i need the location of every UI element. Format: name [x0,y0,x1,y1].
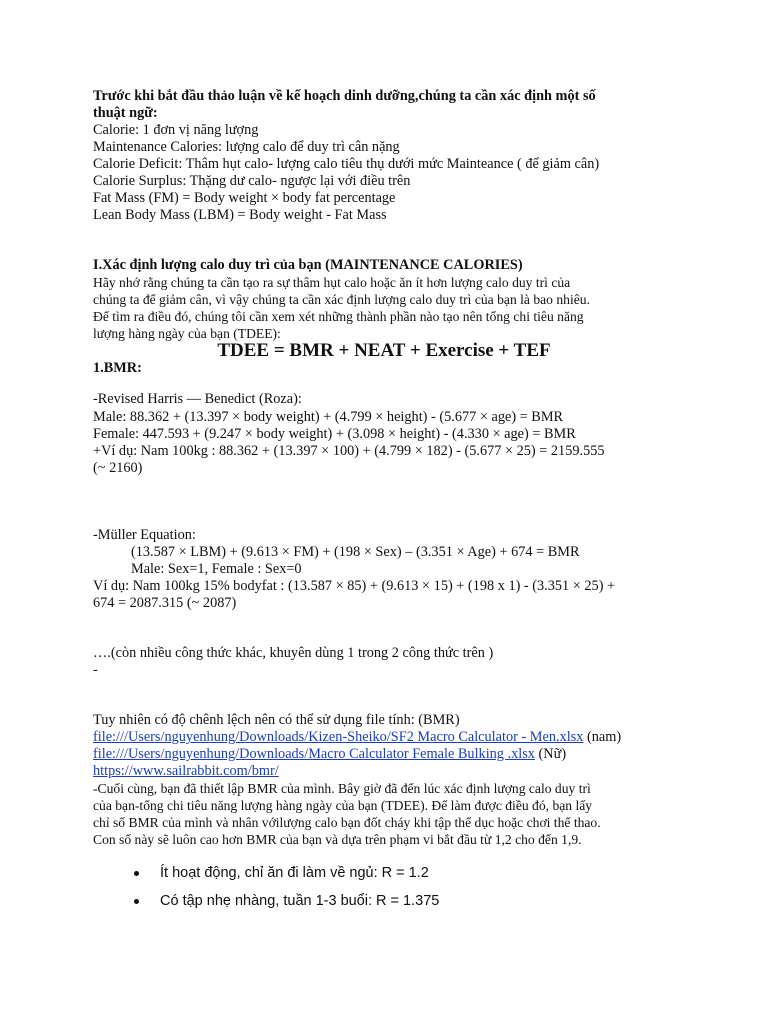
tdee-para-line-2: của bạn-tổng chi tiêu năng lượng hàng ngày của bạn (TDEE). Để làm được điều đó, bạn lấy [93,798,593,813]
harris-example-line-2: (~ 2160) [93,460,143,476]
macro-calculator-men-link[interactable]: file:///Users/nguyenhung/Downloads/Kizen-Sheiko/SF2 Macro Calculator - Men.xlsx [93,729,584,745]
term-fat-mass: Fat Mass (FM) = Body weight × body fat percentage [93,190,396,206]
muller-sex: Male: Sex=1, Female : Sex=0 [131,561,302,577]
term-deficit: Calorie Deficit: Thâm hụt calo- lượng calo tiêu thụ dưới mức Mainteance ( để giảm cân) [93,156,600,172]
files-intro: Tuy nhiên có độ chênh lệch nên có thể sử dụng file tính: (BMR) [93,712,460,728]
muller-example-line-2: 674 = 2087.315 (~ 2087) [93,595,237,611]
term-surplus: Calorie Surplus: Thặng dư calo- ngược lại với điều trên [93,173,411,189]
file-link-row-2 [93,746,566,763]
section-1-para-line-4: lượng hàng ngày của bạn (TDEE): [93,326,281,341]
section-1-para-line-3: Để tìm ra điều đó, chúng tôi cần xem xét những thành phần nào tạo nên tổng chi tiêu năng [93,309,584,324]
sailrabbit-bmr-link[interactable]: https://www.sailrabbit.com/bmr/ [93,763,279,779]
harris-title: -Revised Harris — Benedict (Roza): [93,391,302,407]
term-calorie: Calorie: 1 đơn vị năng lượng [93,122,259,138]
file-link-row-3 [93,763,279,780]
intro-heading-line-2: thuật ngữ: [93,105,158,121]
more-dash: - [93,662,98,678]
muller-formula: (13.587 × LBM) + (9.613 × FM) + (198 × Sex) – (3.351 × Age) + 674 = BMR [131,544,580,560]
bmr-heading: 1.BMR: [93,360,142,376]
section-1-para-line-1: Hãy nhớ rằng chúng ta cần tạo ra sự thâm hụt calo hoặc ăn ít hơn lượng calo duy trì của [93,275,571,290]
muller-example-line-1: Ví dụ: Nam 100kg 15% bodyfat : (13.587 × 85) + (9.613 × 15) + (198 x 1) - (3.351 × 25) + [93,578,616,594]
intro-heading-line-1: Trước khi bắt đầu thảo luận về kế hoạch dinh dưỡng,chúng ta cần xác định một số [93,88,596,104]
tdee-para-line-4: Con số này sẽ luôn cao hơn BMR của bạn và dựa trên phạm vi bắt đầu từ 1,2 cho đến 1,9. [93,832,582,847]
bullet-dot-icon [134,899,139,904]
more-formulas-note: ….(còn nhiều công thức khác, khuyên dùng 1 trong 2 công thức trên ) [93,645,494,661]
tdee-formula: TDEE = BMR + NEAT + Exercise + TEF [217,340,551,361]
term-lean-body-mass: Lean Body Mass (LBM) = Body weight - Fat Mass [93,207,387,223]
link-2-note: (Nữ) [534,746,567,762]
harris-example-line-1: +Ví dụ: Nam 100kg : 88.362 + (13.397 × 100) + (4.799 × 182) - (5.677 × 25) = 2159.555 [93,443,605,459]
activity-bullet-2: Có tập nhẹ nhàng, tuần 1-3 buổi: R = 1.375 [160,893,440,909]
muller-title: -Müller Equation: [93,527,196,543]
term-maintenance: Maintenance Calories: lượng calo để duy trì cân nặng [93,139,400,155]
bullet-dot-icon [134,871,139,876]
tdee-para-line-1: -Cuối cùng, bạn đã thiết lập BMR của mình. Bây giờ đã đến lúc xác định lượng calo duy trì [93,781,591,796]
file-link-row-1 [93,729,621,746]
harris-female: Female: 447.593 + (9.247 × body weight) + (3.098 × height) - (4.330 × age) = BMR [93,426,576,442]
activity-bullet-1: Ít hoạt động, chỉ ăn đi làm về ngủ: R = 1.2 [160,865,429,881]
tdee-para-line-3: chỉ số BMR của mình và nhân vớilượng calo bạn đốt cháy khi tập thể dục hoặc chơi thể thao. [93,815,601,830]
harris-male: Male: 88.362 + (13.397 × body weight) + (4.799 × height) - (5.677 × age) = BMR [93,409,564,425]
section-1-para-line-2: chúng ta để giảm cân, vì vậy chúng ta cần xác định lượng calo duy trì của bạn là bao nhiêu. [93,292,590,307]
link-1-note: (nam) [583,729,622,745]
section-1-title: I.Xác định lượng calo duy trì của bạn (MAINTENANCE CALORIES) [93,257,523,273]
macro-calculator-female-link[interactable]: file:///Users/nguyenhung/Downloads/Macro Calculator Female Bulking .xlsx [93,746,535,762]
